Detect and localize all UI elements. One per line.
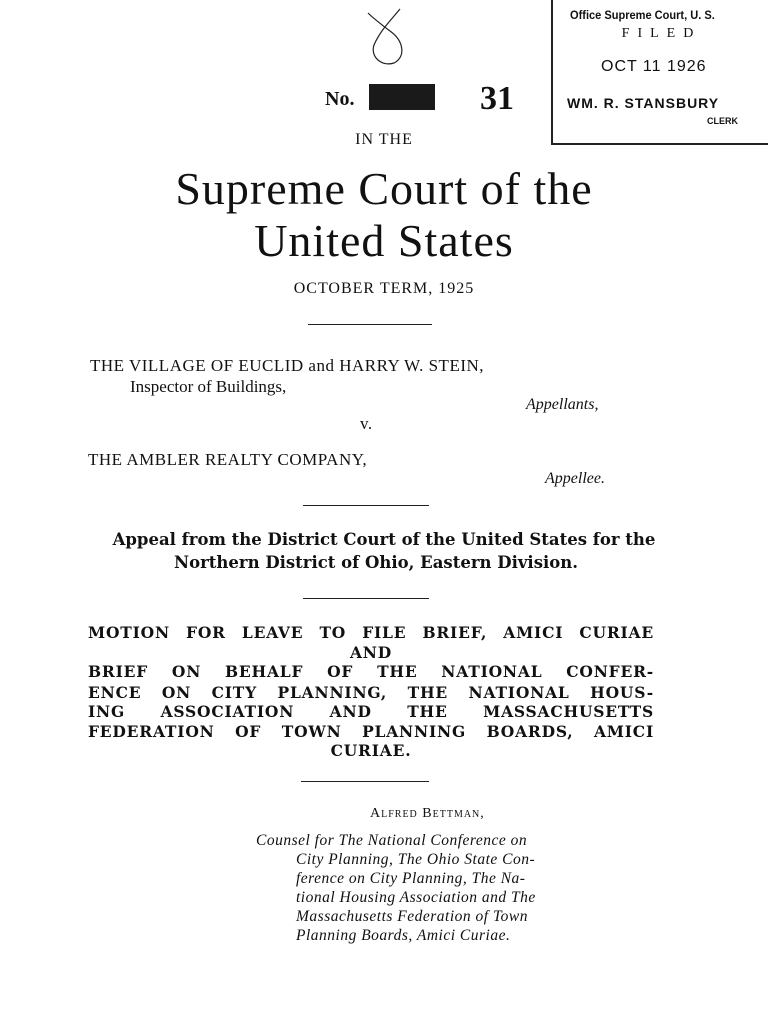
divider (303, 505, 429, 506)
counsel-line3: ference on City Planning, The Na- (296, 870, 526, 887)
in-the: IN THE (355, 131, 413, 148)
docket-label: No. (325, 88, 355, 110)
appellee-role: Appellee. (545, 470, 605, 487)
divider (303, 598, 429, 599)
counsel-line6: Planning Boards, Amici Curiae. (296, 927, 511, 944)
appellants-line2: Inspector of Buildings, (130, 377, 287, 396)
stamp-clerk-name: WM. R. STANSBURY (567, 95, 720, 111)
counsel-line5: Massachusetts Federation of Town (296, 908, 529, 925)
appeal-line2-text: Northern District of Ohio, Eastern Division. (173, 553, 579, 572)
counsel-name: Alfred Bettman, (370, 806, 485, 821)
motion-line5: ING ASSOCIATION AND THE MASSACHUSETTS (88, 702, 654, 721)
stamp-office: Office Supreme Court, U. S. (570, 8, 715, 22)
appeal-line2 (0, 553, 760, 572)
divider (308, 324, 432, 325)
versus: v. (360, 414, 373, 433)
filed-stamp (551, 0, 768, 145)
motion-line4: ENCE ON CITY PLANNING, THE NATIONAL HOUS- (88, 683, 654, 702)
pencil-mark-icon (360, 5, 420, 75)
motion-line2: AND (349, 643, 393, 662)
stamp-date: OCT 11 1926 (601, 58, 707, 75)
divider (301, 781, 429, 782)
court-title-line2: United States (254, 215, 514, 266)
docket-number: 31 (480, 80, 514, 117)
appellants-line1: THE VILLAGE OF EUCLID and HARRY W. STEIN, (90, 356, 485, 375)
docket-redaction (369, 84, 435, 110)
motion-line7: CURIAE. (330, 741, 412, 760)
court-title-line1: Supreme Court of the (175, 163, 593, 214)
motion-line1: MOTION FOR LEAVE TO FILE BRIEF, AMICI CURIAE (88, 623, 654, 642)
counsel-line4: tional Housing Association and The (296, 889, 536, 906)
term: OCTOBER TERM, 1925 (293, 280, 475, 297)
stamp-filed: FILED (621, 26, 702, 41)
appeal-line1-text: Appeal from the District Court of the United States for the (112, 530, 656, 549)
appellee-name: THE AMBLER REALTY COMPANY, (88, 450, 368, 469)
stamp-clerk-title: CLERK (707, 116, 738, 126)
motion-line6: FEDERATION OF TOWN PLANNING BOARDS, AMICI (88, 722, 654, 741)
counsel-line1: Counsel for The National Conference on (256, 832, 528, 849)
appeal-line1 (0, 530, 768, 549)
motion-line3: BRIEF ON BEHALF OF THE NATIONAL CONFER- (88, 662, 654, 681)
appellants-role: Appellants, (526, 396, 599, 413)
counsel-line2: City Planning, The Ohio State Con- (296, 851, 536, 868)
